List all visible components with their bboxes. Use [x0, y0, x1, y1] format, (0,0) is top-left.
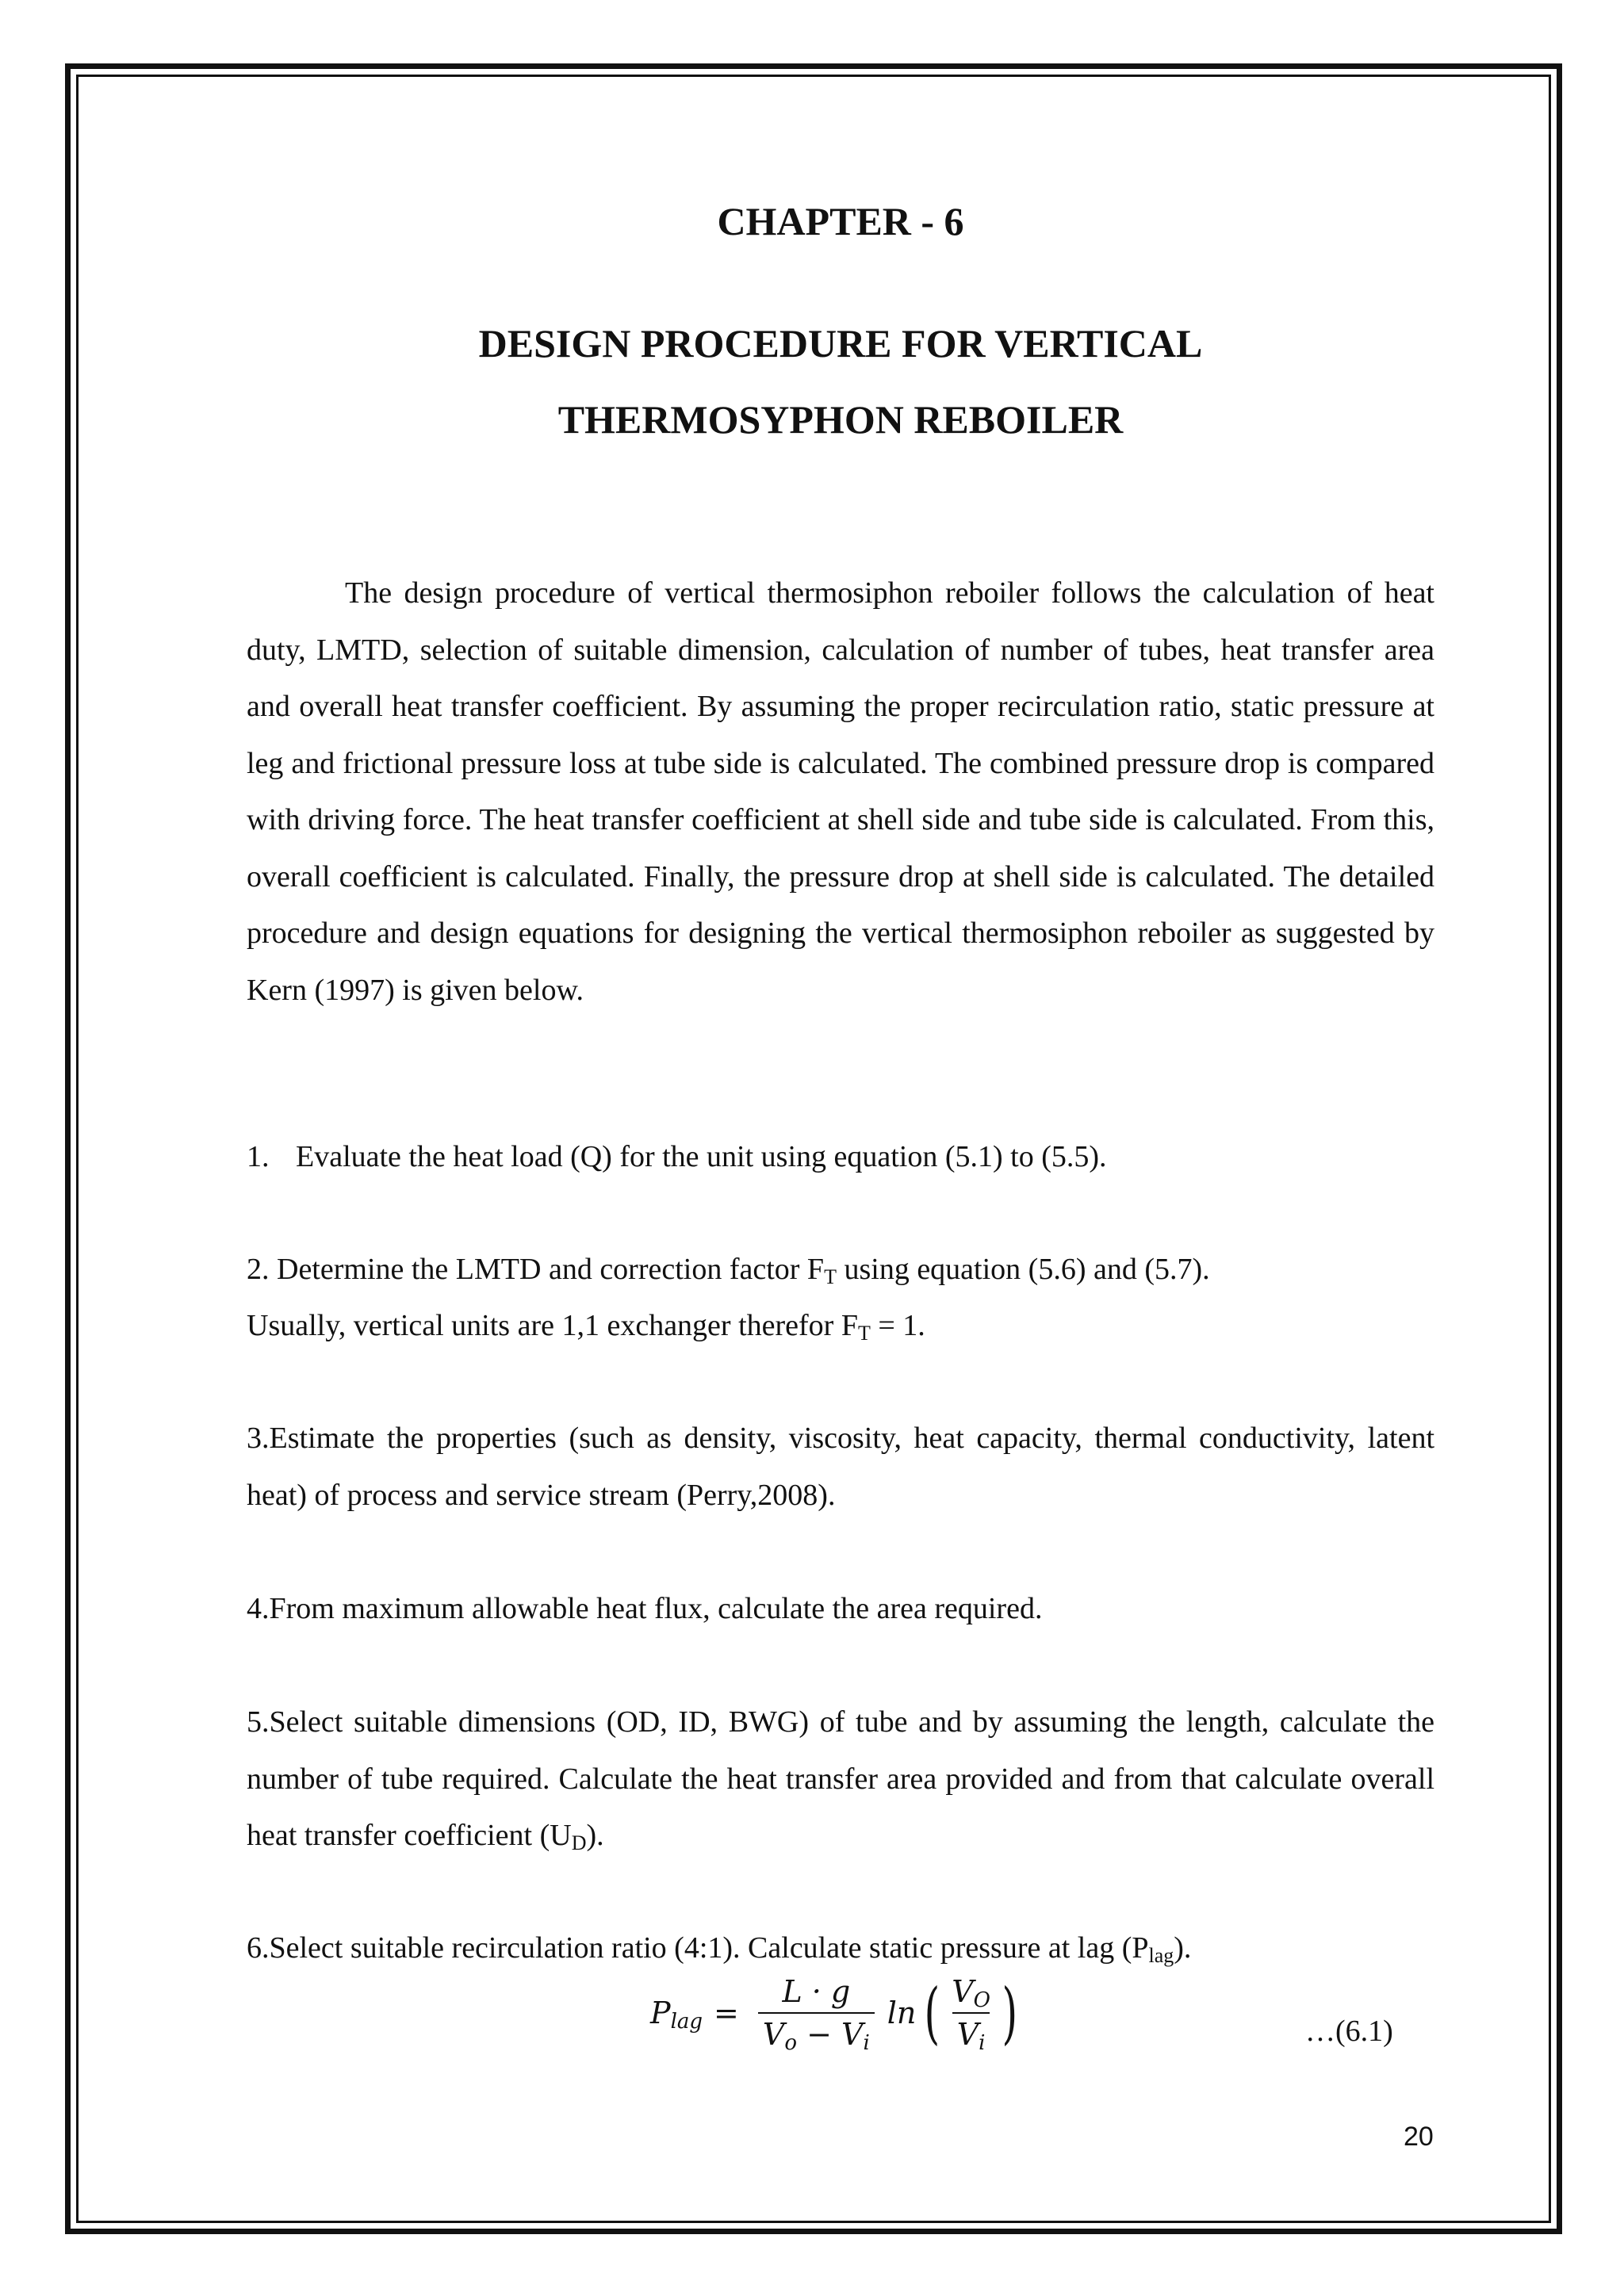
intro-paragraph: The design procedure of vertical thermosiphon reboiler follows the calculation of heat duty, LMTD, selection of suitable dimension, calculation of number of tubes, heat transfer area and overall heat transfer coefficient. By assuming the proper recirculation ratio, static pressure at leg and frictional pressure loss at tube side is calculated. The combined pressure drop is compared with driving force. The heat transfer coefficient at shell side and tube side is calculated. From this, overall coefficient is calculated. Finally, the pressure drop at shell side is calculated. The detailed procedure and design equations for designing the vertical thermosiphon reboiler as suggested by Kern (1997) is given below. — [247, 576, 1434, 1007]
step-1 — [247, 1129, 1107, 1186]
step-1-number: 1. — [247, 1140, 270, 1173]
equation-6-1 — [650, 1974, 1023, 2055]
page-number: 20 — [1404, 2122, 1434, 2152]
step-4: 4.From maximum allowable heat flux, calculate the area required. — [247, 1592, 1043, 1625]
equation-denominator: $V_o - V_i$ — [758, 2012, 875, 2052]
step-5: 5.Select suitable dimensions (OD, ID, BWG) of tube and by assuming the length, calculate the number of tube required. Calculate the heat transfer area provided and from that calculate overall heat transfer coefficient $(U_D)$. — [247, 1705, 1434, 1854]
chapter-title — [247, 305, 1434, 457]
equation-numerator: L · g — [782, 1974, 851, 2009]
step-2-note: Usually, vertical units are 1,1 exchanger therefor $F_T = 1$. — [247, 1309, 925, 1345]
step-1-text: Evaluate the heat load (Q) for the unit using equation (5.1) to (5.5). — [296, 1140, 1107, 1173]
equation-paren-open: ( — [924, 1974, 940, 2052]
chapter-title-line-1: DESIGN PROCEDURE FOR VERTICAL — [478, 321, 1203, 365]
equation-paren-close: ) — [1002, 1974, 1018, 2052]
step-2: 2. Determine the LMTD and correction factor $F_T$ using equation (5.6) and (5.7). — [247, 1253, 1210, 1288]
equation-inner-fraction: $\frac{V_O}{V_i}$ — [952, 1974, 990, 2055]
equation-equals: = — [714, 1996, 739, 2030]
equation-ln: ln — [887, 1996, 917, 2030]
chapter-heading: CHAPTER - 6 — [717, 199, 964, 243]
step-3: 3.Estimate the properties (such as density, viscosity, heat capacity, thermal conductivity, latent heat) of process and service stream (Perry,2008). — [247, 1422, 1434, 1512]
equation-number: …(6.1) — [1305, 2015, 1393, 2048]
equation-lhs: $P_{lag}$ — [650, 1996, 703, 2034]
step-6: 6.Select suitable recirculation ratio (4:1). Calculate static pressure at lag $(P_{lag})$. — [247, 1931, 1192, 1967]
chapter-title-line-2: THERMOSYPHON REBOILER — [557, 397, 1124, 442]
equation-fraction — [758, 1974, 875, 2055]
